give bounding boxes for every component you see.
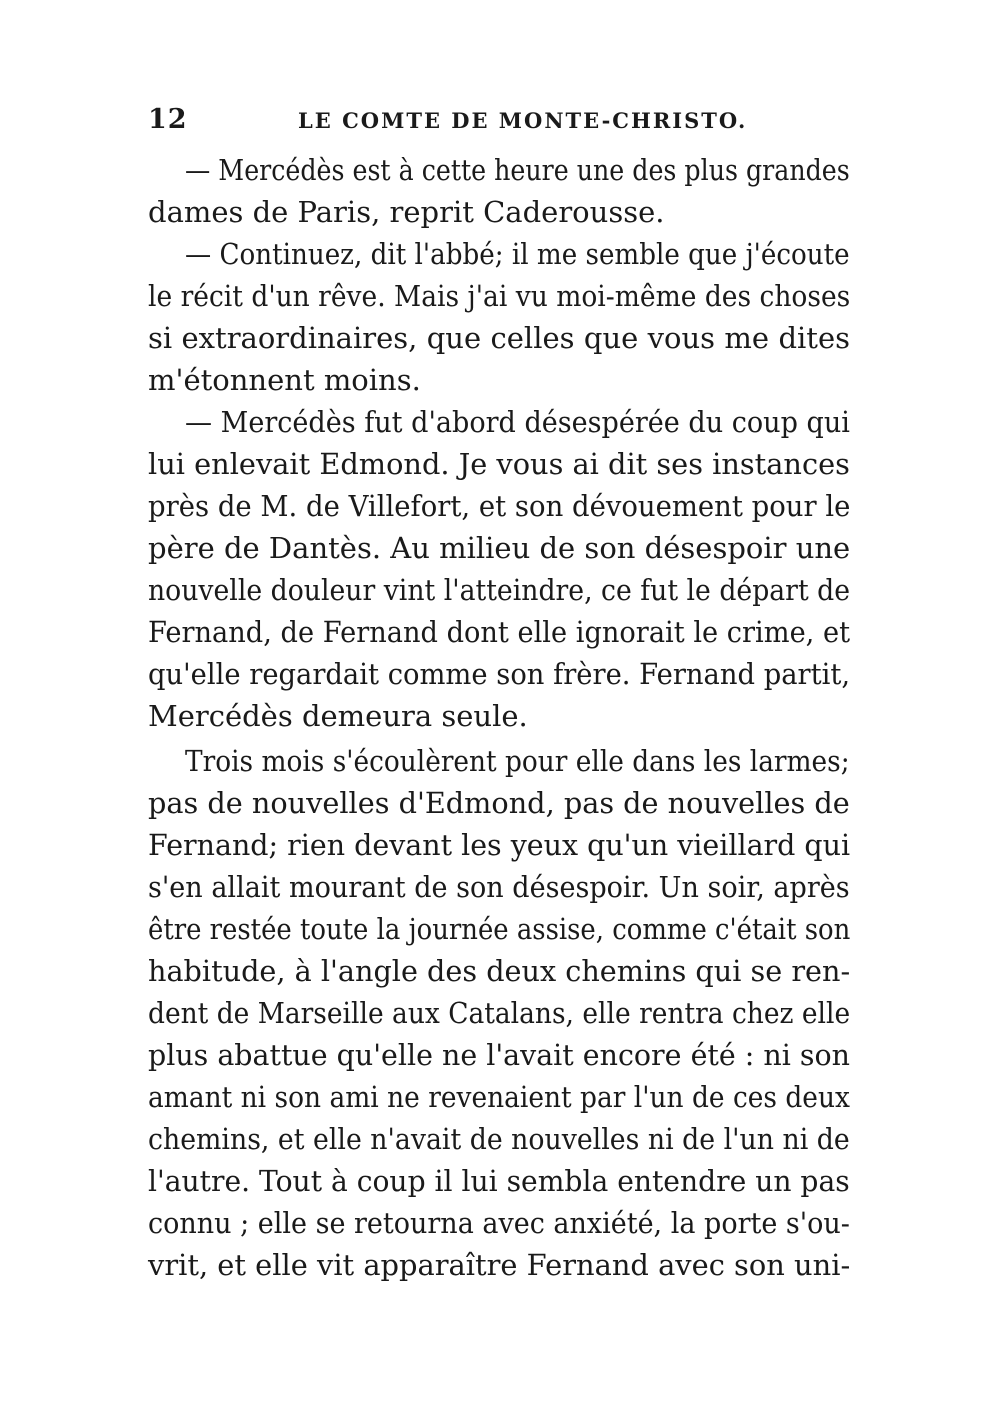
text-line: chemins, et elle n'avait de nouvelles ni de l'un ni de	[148, 1122, 850, 1156]
text-line: l'autre. Tout à coup il lui sembla entendre un pas	[148, 1164, 850, 1198]
text-line: vrit, et elle vit apparaître Fernand avec son uni-	[148, 1248, 851, 1282]
text-line: habitude, à l'angle des deux chemins qui se ren-	[148, 954, 851, 988]
text-line: qu'elle regardait comme son frère. Fernand partit,	[148, 657, 851, 691]
text-line: amant ni son ami ne revenaient par l'un de ces deux	[148, 1080, 850, 1114]
text-line: — Continuez, dit l'abbé; il me semble que j'écoute	[185, 237, 850, 271]
page-header	[148, 104, 748, 144]
running-title: LE COMTE DE MONTE-CHRISTO.	[298, 108, 748, 133]
text-line: père de Dantès. Au milieu de son désespoir une	[148, 531, 851, 565]
text-line: connu ; elle se retourna avec anxiété, la porte s'ou-	[148, 1206, 850, 1240]
text-line: s'en allait mourant de son désespoir. Un soir, après	[148, 870, 850, 904]
text-line: dames de Paris, reprit Caderousse.	[148, 195, 665, 229]
text-line: plus abattue qu'elle ne l'avait encore été : ni son	[148, 1038, 851, 1072]
text-line: Trois mois s'écoulèrent pour elle dans les larmes;	[185, 744, 850, 778]
text-line: lui enlevait Edmond. Je vous ai dit ses instances	[148, 447, 850, 481]
text-line: Fernand; rien devant les yeux qu'un vieillard qui	[148, 828, 851, 862]
text-line: Fernand, de Fernand dont elle ignorait le crime, et	[148, 615, 851, 649]
text-line: si extraordinaires, que celles que vous me dites	[148, 321, 850, 355]
text-line: nouvelle douleur vint l'atteindre, ce fut le départ de	[148, 573, 851, 607]
text-line: dent de Marseille aux Catalans, elle rentra chez elle	[148, 996, 851, 1030]
text-line: être restée toute la journée assise, comme c'était son	[148, 912, 851, 946]
page-number: 12	[148, 104, 188, 135]
text-line: m'étonnent moins.	[148, 363, 421, 397]
text-line: — Mercédès fut d'abord désespérée du coup qui	[185, 405, 850, 439]
text-line: près de M. de Villefort, et son dévouement pour le	[148, 489, 851, 523]
text-line: le récit d'un rêve. Mais j'ai vu moi-même des choses	[148, 279, 851, 313]
text-line: — Mercédès est à cette heure une des plus grandes	[185, 153, 850, 187]
text-line: pas de nouvelles d'Edmond, pas de nouvelles de	[148, 786, 850, 820]
text-line: Mercédès demeura seule.	[148, 699, 528, 733]
